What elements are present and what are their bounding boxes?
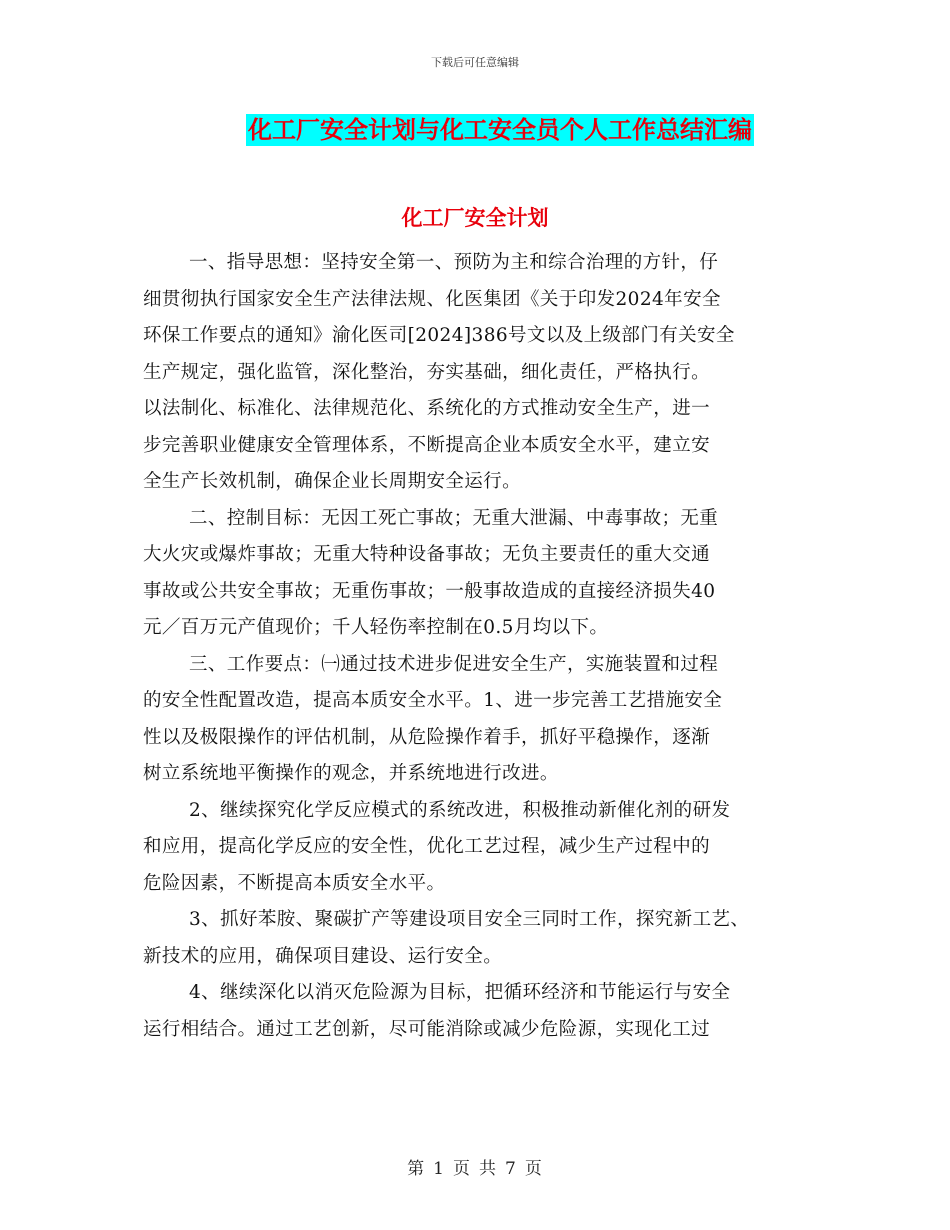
text-line: 步完善职业健康安全管理体系，不断提高企业本质安全水平，建立安 — [143, 434, 711, 456]
text-line: 新技术的应用，确保项目建设、运行安全。 — [143, 945, 503, 967]
document-title-container — [0, 114, 950, 146]
text-line: 事故或公共安全事故；无重伤事故；一般事故造成的直接经济损失40 — [143, 580, 716, 602]
text-line: 二、控制目标：无因工死亡事故；无重大泄漏、中毒事故；无重 — [189, 507, 719, 529]
footer-word: 页 — [453, 1159, 471, 1179]
text-line: 大火灾或爆炸事故；无重大特种设备事故；无负主要责任的重大交通 — [143, 544, 711, 565]
text-line: 2、继续探究化学反应模式的系统改进，积极推动新催化剂的研发 — [189, 799, 731, 821]
text-line: 环保工作要点的通知》渝化医司[2024]386号文以及上级部门有关安全 — [143, 325, 735, 346]
text-line: 危险因素，不断提高本质安全水平。 — [143, 872, 446, 894]
text-line: 3、抓好苯胺、聚碳扩产等建设项目安全三同时工作，探究新工艺、 — [189, 909, 750, 930]
text-line: 的安全性配置改造，提高本质安全水平。1、进一步完善工艺措施安全 — [143, 690, 723, 711]
page-number-total: 7 — [505, 1159, 517, 1179]
text-line: 以法制化、标准化、法律规范化、系统化的方式推动安全生产，进一 — [143, 398, 711, 419]
document-title: 化工厂安全计划与化工安全员个人工作总结汇编 — [248, 116, 752, 144]
footer-word: 共 — [479, 1159, 497, 1179]
text-line: 树立系统地平衡操作的观念，并系统地进行改进。 — [143, 763, 559, 784]
text-line: 细贯彻执行国家安全生产法律法规、化医集团《关于印发2024年安全 — [143, 288, 721, 310]
text-line: 三、工作要点：㈠通过技术进步促进安全生产，实施装置和过程 — [189, 653, 719, 675]
paragraph-item-4 — [143, 975, 807, 1048]
text-line: 运行相结合。通过工艺创新，尽可能消除或减少危险源，实现化工过 — [143, 1018, 711, 1040]
text-line: 4、继续深化以消灭危险源为目标，把循环经济和节能运行与安全 — [189, 982, 731, 1003]
text-line: 性以及极限操作的评估机制，从危险操作着手，抓好平稳操作，逐渐 — [143, 726, 711, 748]
document-body — [143, 245, 807, 1048]
text-line: 和应用，提高化学反应的安全性，优化工艺过程，减少生产过程中的 — [143, 836, 711, 857]
section-title: 化工厂安全计划 — [401, 206, 549, 230]
page-number-current: 1 — [433, 1159, 445, 1179]
paragraph-work-points — [143, 647, 807, 793]
paragraph-control-targets — [143, 501, 807, 647]
header-note: 下载后可任意编辑 — [431, 56, 519, 69]
paragraph-item-3 — [143, 902, 807, 975]
text-line: 一、指导思想：坚持安全第一、预防为主和综合治理的方针，仔 — [189, 252, 719, 273]
page-footer — [0, 1154, 950, 1179]
text-line: 生产规定，强化监管，深化整治，夯实基础，细化责任，严格执行。 — [143, 361, 711, 383]
footer-word: 第 — [407, 1159, 426, 1179]
text-line: 全生产长效机制，确保企业长周期安全运行。 — [143, 471, 522, 492]
footer-word: 页 — [524, 1159, 543, 1179]
paragraph-guiding-ideology — [143, 245, 807, 501]
paragraph-item-2 — [143, 793, 807, 903]
text-line: 元／百万元产值现价；千人轻伤率控制在0.5月均以下。 — [143, 617, 609, 638]
